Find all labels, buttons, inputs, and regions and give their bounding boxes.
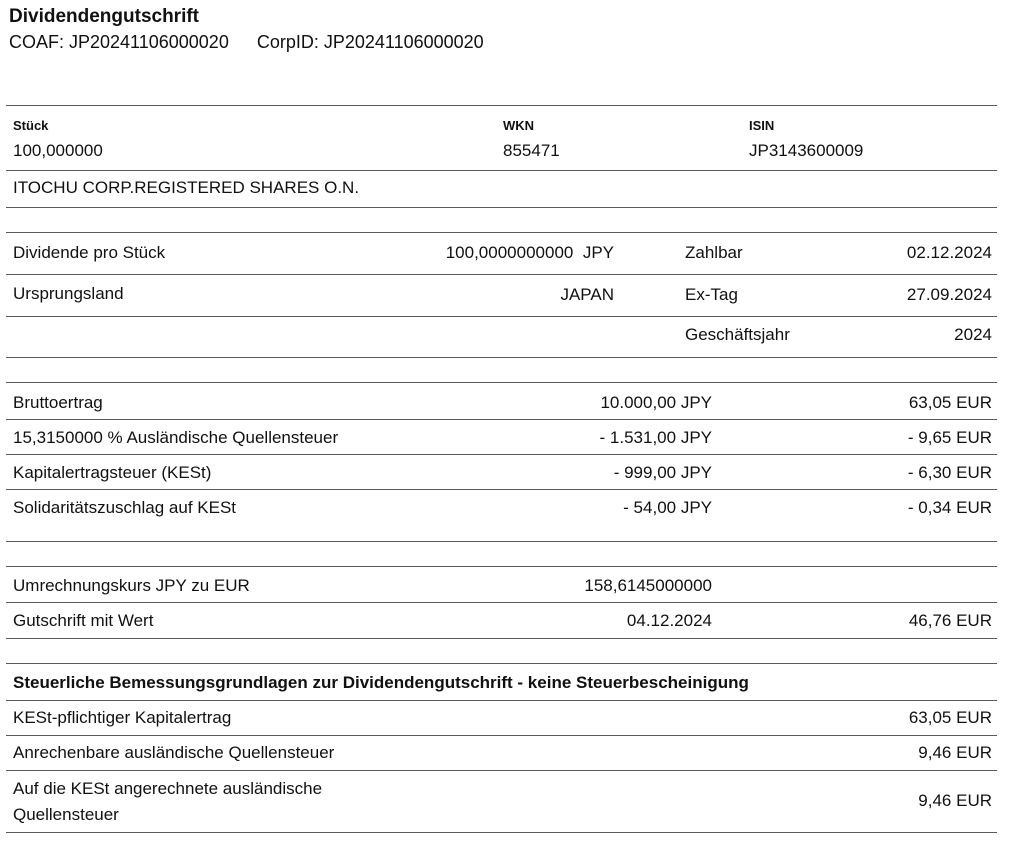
divider: [6, 207, 997, 208]
stueck-value: 100,000000: [13, 141, 103, 160]
amount-eur: - 6,30 EUR: [907, 463, 992, 482]
divider: [6, 638, 997, 639]
zahlbar-label: Zahlbar: [685, 243, 743, 262]
wkn-label: WKN: [503, 118, 535, 133]
isin-value: JP3143600009: [749, 141, 864, 160]
amount-jpy: - 1.531,00 JPY: [599, 428, 712, 447]
divider: [6, 602, 997, 603]
extag-label: Ex-Tag: [685, 285, 738, 304]
amount-label: Kapitalertragsteuer (KESt): [13, 463, 212, 482]
amount-label: 15,3150000 % Ausländische Quellensteuer: [13, 428, 339, 447]
exchange-rate-label: Umrechnungskurs JPY zu EUR: [13, 576, 250, 595]
tax-row-label-line1: Auf die KESt angerechnete ausländische: [13, 779, 323, 798]
amount-jpy: - 999,00 JPY: [613, 463, 712, 482]
stueck-label: Stück: [13, 118, 49, 133]
divider: [6, 832, 997, 833]
amount-eur: - 9,65 EUR: [907, 428, 992, 447]
amount-jpy: - 54,00 JPY: [623, 498, 712, 517]
security-name: ITOCHU CORP.REGISTERED SHARES O.N.: [13, 178, 360, 197]
tax-heading: Steuerliche Bemessungsgrundlagen zur Dividendengutschrift - keine Steuerbescheinigung: [13, 673, 749, 692]
document-title: Dividendengutschrift: [9, 6, 200, 27]
zahlbar-value: 02.12.2024: [906, 243, 992, 262]
divider: [6, 735, 997, 736]
tax-row-label-line2: Quellensteuer: [13, 805, 119, 824]
divider: [6, 454, 997, 455]
isin-label: ISIN: [749, 118, 775, 133]
divider: [6, 663, 997, 664]
dividend-per-share-value: 100,0000000000 JPY: [445, 243, 614, 262]
divider: [6, 357, 997, 358]
divider: [6, 274, 997, 275]
tax-row-value: 63,05 EUR: [908, 708, 992, 727]
reference-ids: [9, 31, 484, 53]
tax-row-label: KESt-pflichtiger Kapitalertrag: [13, 708, 232, 727]
credit-amount: 46,76 EUR: [908, 611, 992, 630]
amount-label: Solidaritätszuschlag auf KESt: [13, 498, 237, 517]
fiscal-year-value: 2024: [954, 325, 992, 344]
credit-label: Gutschrift mit Wert: [13, 611, 154, 630]
divider: [6, 489, 997, 490]
dividend-per-share-label: Dividende pro Stück: [13, 243, 166, 262]
wkn-value: 855471: [503, 141, 560, 160]
divider: [6, 232, 997, 233]
divider: [6, 382, 997, 383]
extag-value: 27.09.2024: [906, 285, 992, 304]
divider: [6, 541, 997, 542]
amount-jpy: 10.000,00 JPY: [600, 393, 712, 412]
country-label: Ursprungsland: [13, 284, 124, 303]
corp-id: CorpID: JP20241106000020: [256, 32, 484, 52]
amount-eur: - 0,34 EUR: [907, 498, 992, 517]
amount-label: Bruttoertrag: [13, 393, 103, 412]
divider: [6, 419, 997, 420]
divider: [6, 566, 997, 567]
country-value: JAPAN: [560, 285, 614, 304]
tax-row-value: 9,46 EUR: [918, 791, 992, 810]
divider: [6, 105, 997, 106]
fiscal-year-label: Geschäftsjahr: [685, 325, 790, 344]
coaf-id: COAF: JP20241106000020: [9, 32, 229, 52]
divider: [6, 770, 997, 771]
exchange-rate-value: 158,6145000000: [584, 576, 712, 595]
tax-row-label: Anrechenbare ausländische Quellensteuer: [13, 743, 335, 762]
divider: [6, 316, 997, 317]
divider: [6, 170, 997, 171]
amount-eur: 63,05 EUR: [908, 393, 992, 412]
credit-date: 04.12.2024: [626, 611, 712, 630]
divider: [6, 700, 997, 701]
tax-row-value: 9,46 EUR: [918, 743, 992, 762]
